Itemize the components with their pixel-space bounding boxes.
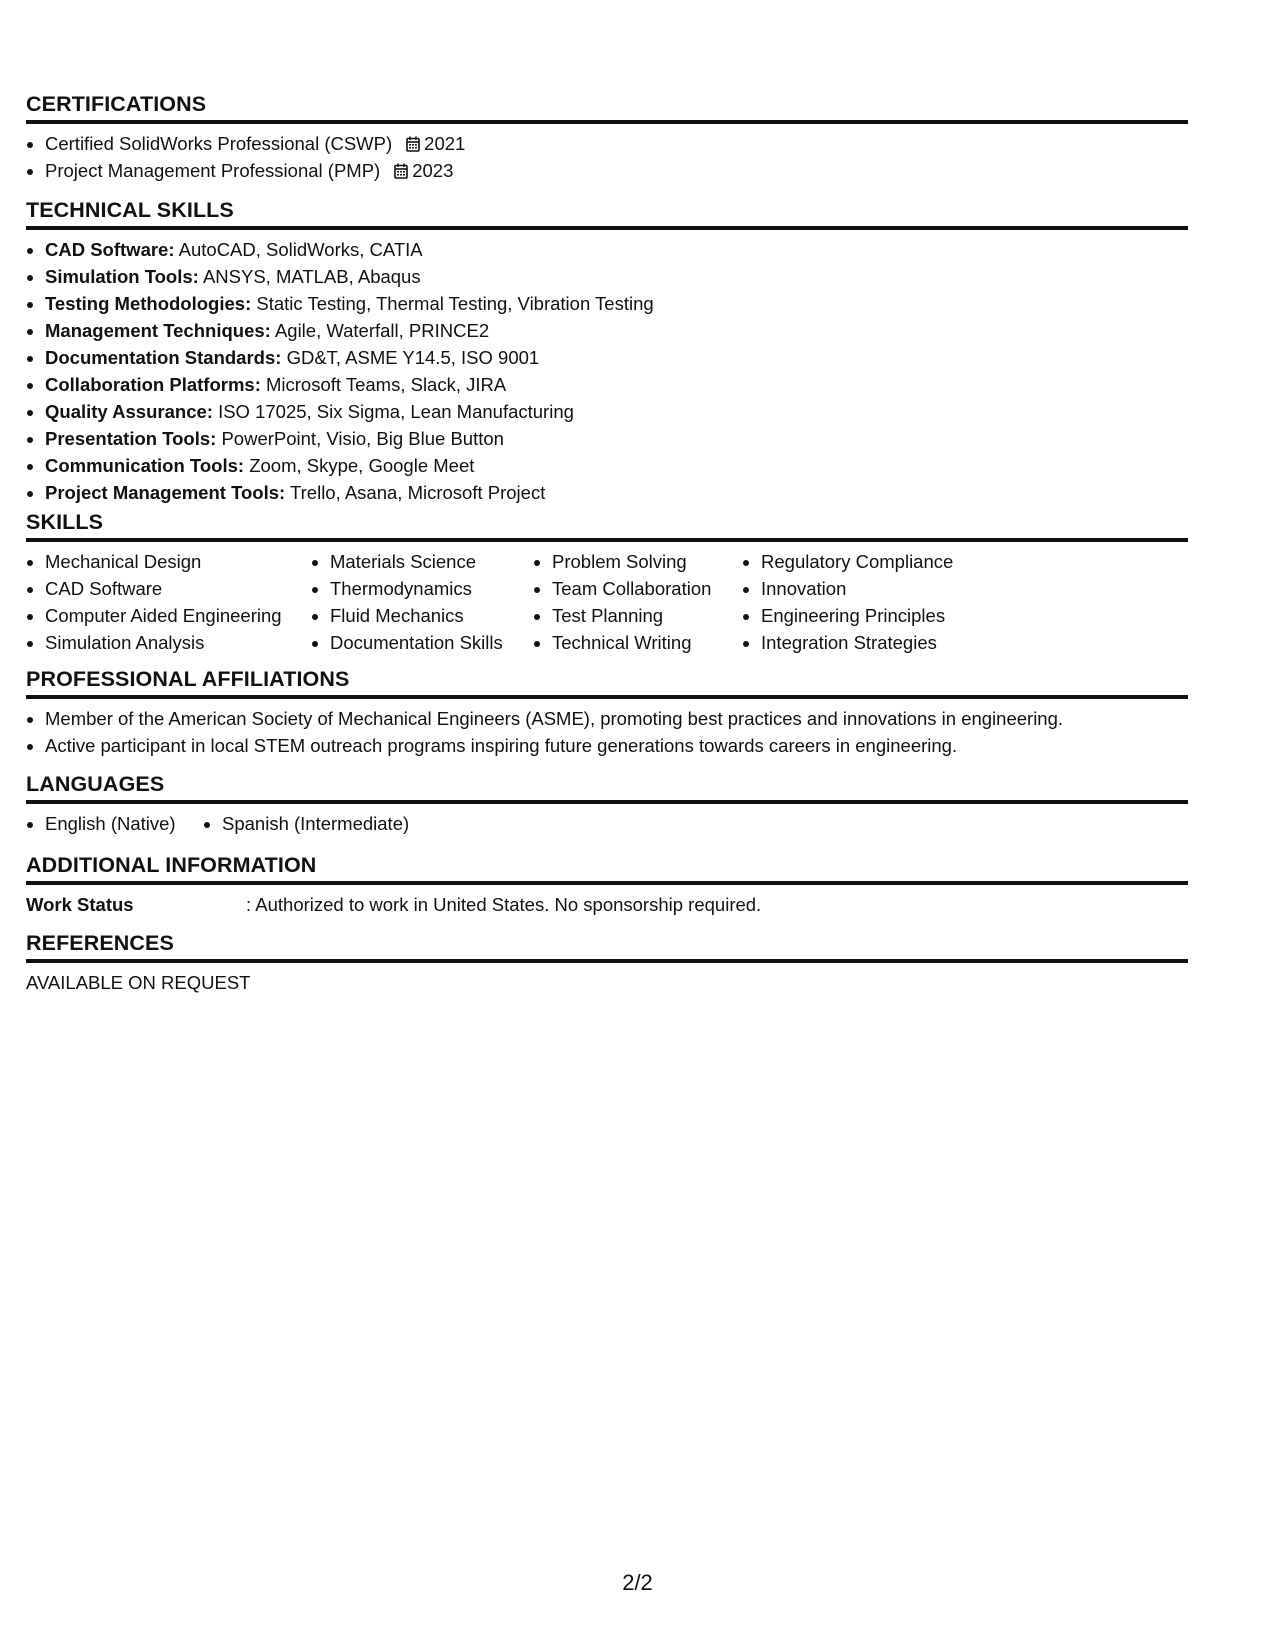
language-column <box>203 810 409 837</box>
technical-skills-section <box>26 196 1188 506</box>
skill-category: Project Management Tools: <box>45 482 286 503</box>
skill-category: Simulation Tools: <box>45 266 199 287</box>
work-status-value: : Authorized to work in United States. No sponsorship required. <box>246 894 762 915</box>
section-divider <box>26 226 1188 230</box>
section-divider <box>26 959 1188 963</box>
section-title-skills: SKILLS <box>26 510 104 534</box>
skills-column <box>311 548 533 656</box>
language-column <box>26 810 203 837</box>
skill-values: ANSYS, MATLAB, Abaqus <box>202 266 421 287</box>
section-title-technical-skills: TECHNICAL SKILLS <box>26 198 234 222</box>
list-item <box>45 398 1188 425</box>
certification-year: 2023 <box>412 160 454 181</box>
list-item: • Technical Writing <box>552 629 742 656</box>
section-divider <box>26 538 1188 542</box>
skill-category: CAD Software: <box>45 239 175 260</box>
skill-values: Zoom, Skype, Google Meet <box>249 455 475 476</box>
references-section <box>26 929 1188 996</box>
certification-year: 2021 <box>424 133 466 154</box>
skill-category: Management Techniques: <box>45 320 271 341</box>
languages-section <box>26 770 1188 837</box>
list-item <box>45 425 1188 452</box>
section-title-certifications: CERTIFICATIONS <box>26 92 207 116</box>
list-item: • Team Collaboration <box>552 575 742 602</box>
section-title-languages: LANGUAGES <box>26 772 165 796</box>
skill-category: Communication Tools: <box>45 455 245 476</box>
skill-category: Collaboration Platforms: <box>45 374 261 395</box>
calendar-icon <box>406 132 420 148</box>
skill-values: Agile, Waterfall, PRINCE2 <box>274 320 490 341</box>
section-divider <box>26 120 1188 124</box>
work-status-label: Work Status <box>26 894 134 915</box>
calendar-icon <box>394 159 408 175</box>
skill-values: Static Testing, Thermal Testing, Vibration Testing <box>256 293 654 314</box>
skill-category: Documentation Standards: <box>45 347 282 368</box>
section-divider <box>26 695 1188 699</box>
list-item <box>45 452 1188 479</box>
list-item <box>45 371 1188 398</box>
certifications-section <box>26 90 1188 184</box>
skills-grid <box>26 548 1188 656</box>
skill-values: ISO 17025, Six Sigma, Lean Manufacturing <box>218 401 574 422</box>
list-item: • CAD Software <box>45 575 311 602</box>
list-item <box>45 263 1188 290</box>
skills-column <box>533 548 742 656</box>
skill-values: Microsoft Teams, Slack, JIRA <box>266 374 507 395</box>
list-item <box>45 130 1188 157</box>
section-divider <box>26 800 1188 804</box>
list-item: • Spanish (Intermediate) <box>222 810 409 837</box>
list-item <box>45 344 1188 371</box>
skills-column <box>26 548 311 656</box>
work-status-row <box>26 891 1188 918</box>
skill-values: AutoCAD, SolidWorks, CATIA <box>178 239 423 260</box>
languages-list <box>26 810 1188 837</box>
technical-skills-list <box>26 236 1188 506</box>
section-divider <box>26 881 1188 885</box>
list-item: • Integration Strategies <box>761 629 1021 656</box>
list-item <box>45 317 1188 344</box>
skill-category: Quality Assurance: <box>45 401 213 422</box>
section-title-affiliations: PROFESSIONAL AFFILIATIONS <box>26 667 350 691</box>
list-item: • Regulatory Compliance <box>761 548 1021 575</box>
list-item: • Simulation Analysis <box>45 629 311 656</box>
list-item: • Active participant in local STEM outreach programs inspiring future generations towards careers in engineering. <box>45 732 1188 759</box>
list-item <box>45 157 1188 184</box>
page-number: 2/2 <box>622 1570 653 1595</box>
skill-category: Presentation Tools: <box>45 428 217 449</box>
skills-column <box>742 548 1021 656</box>
skill-values: PowerPoint, Visio, Big Blue Button <box>221 428 504 449</box>
skill-values: GD&T, ASME Y14.5, ISO 9001 <box>286 347 540 368</box>
list-item <box>45 290 1188 317</box>
list-item: • Mechanical Design <box>45 548 311 575</box>
list-item: • English (Native) <box>45 810 203 837</box>
skill-category: Testing Methodologies: <box>45 293 252 314</box>
list-item: • Materials Science <box>330 548 533 575</box>
certifications-list <box>26 130 1188 184</box>
additional-info-section <box>26 851 1188 918</box>
list-item: • Thermodynamics <box>330 575 533 602</box>
list-item <box>45 479 1188 506</box>
list-item: • Computer Aided Engineering <box>45 602 311 629</box>
list-item: • Documentation Skills <box>330 629 533 656</box>
certification-name: Project Management Professional (PMP) <box>45 160 381 181</box>
references-text: AVAILABLE ON REQUEST <box>26 972 251 993</box>
list-item: • Test Planning <box>552 602 742 629</box>
list-item <box>45 236 1188 263</box>
list-item: • Member of the American Society of Mechanical Engineers (ASME), promoting best practices and innovations in engineering. <box>45 705 1188 732</box>
skills-section <box>26 508 1188 656</box>
section-title-references: REFERENCES <box>26 931 174 955</box>
skill-values: Trello, Asana, Microsoft Project <box>290 482 546 503</box>
list-item: • Innovation <box>761 575 1021 602</box>
section-title-additional-info: ADDITIONAL INFORMATION <box>26 853 317 877</box>
affiliations-list <box>26 705 1188 759</box>
list-item: • Fluid Mechanics <box>330 602 533 629</box>
list-item: • Problem Solving <box>552 548 742 575</box>
certification-name: Certified SolidWorks Professional (CSWP) <box>45 133 393 154</box>
affiliations-section <box>26 665 1188 759</box>
list-item: • Engineering Principles <box>761 602 1021 629</box>
